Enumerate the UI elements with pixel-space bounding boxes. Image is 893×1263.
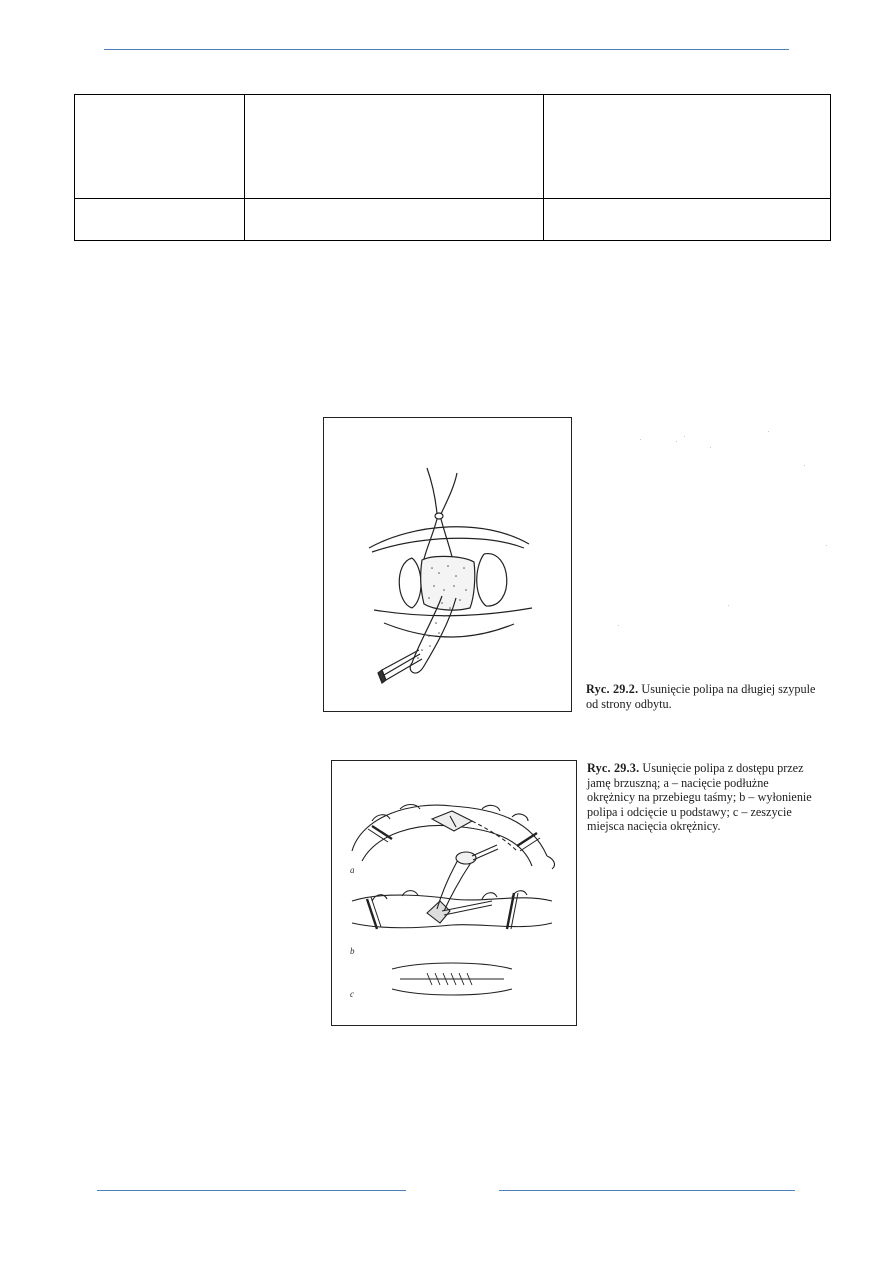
footer-rule-right — [499, 1190, 795, 1191]
table-cell — [75, 199, 245, 241]
figure-29-2-caption — [586, 682, 826, 711]
caption-label: Ryc. 29.2. — [586, 682, 639, 696]
panel-label-b: b — [350, 946, 355, 956]
caption-label: Ryc. 29.3. — [587, 761, 640, 775]
table-row — [75, 199, 831, 241]
table-cell — [544, 199, 831, 241]
table-cell — [245, 95, 544, 199]
empty-table — [74, 94, 831, 241]
caption-text: Usunięcie polipa na długiej szypule od strony odbytu. — [586, 682, 816, 711]
table-cell — [75, 95, 245, 199]
polyp-abdominal-approach-drawing — [332, 761, 576, 1025]
figure-29-2-illustration — [323, 417, 572, 712]
polyp-anal-approach-drawing — [324, 418, 571, 711]
panel-label-c: c — [350, 989, 354, 999]
table-row — [75, 95, 831, 199]
footer-rule-left — [97, 1190, 406, 1191]
header-rule — [104, 49, 789, 50]
panel-label-a: a — [350, 865, 355, 875]
caption-text: Usunięcie polipa z dostępu przez jamę brzuszną; a – nacięcie podłużne okrężnicy na przebiegu taśmy; b – wyłonienie polipa i odcięcie u podstawy; c – zeszycie miejsca nacięcia okrężnicy. — [587, 761, 812, 833]
table-cell — [544, 95, 831, 199]
figure-29-3-caption — [587, 761, 819, 834]
scan-background — [578, 425, 830, 710]
figure-29-3-illustration — [331, 760, 577, 1026]
table-cell — [245, 199, 544, 241]
